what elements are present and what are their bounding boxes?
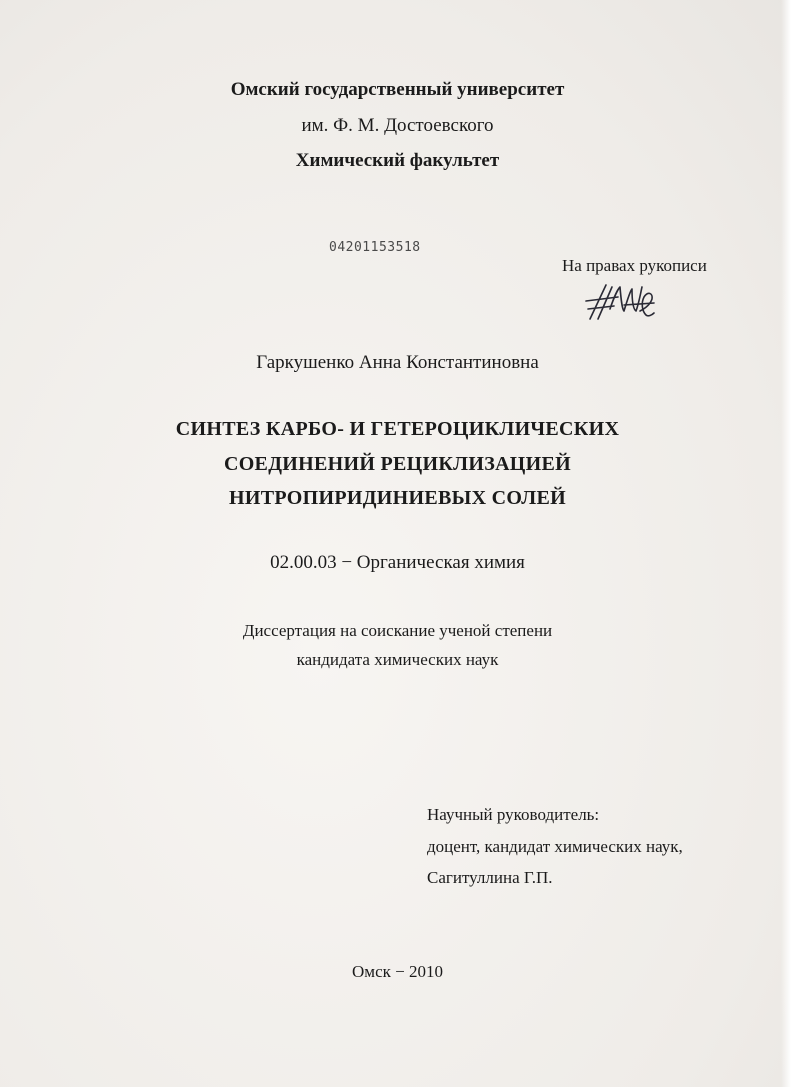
dissertation-type-line: Диссертация на соискание ученой степени — [242, 621, 553, 640]
signature-icon — [584, 279, 656, 325]
specialty-code: 02.00.03 − Органическая химия — [270, 552, 525, 573]
library-stamp-number: 04201153518 — [329, 240, 421, 255]
title-line: НИТРОПИРИДИНИЕВЫХ СОЛЕЙ — [229, 487, 566, 509]
manuscript-note: На правах рукописи — [562, 256, 707, 275]
university-named-after: им. Ф. М. Достоевского — [301, 115, 494, 136]
supervisor-position: доцент, кандидат химических наук, — [427, 837, 683, 856]
author-name: Гаркушенко Анна Константиновна — [256, 352, 539, 373]
faculty-name: Химический факультет — [295, 150, 500, 171]
university-name: Омский государственный университет — [230, 79, 565, 100]
dissertation-type-line: кандидата химических наук — [296, 650, 499, 669]
supervisor-label: Научный руководитель: — [427, 805, 600, 824]
supervisor-name: Сагитуллина Г.П. — [427, 868, 553, 887]
title-line: СОЕДИНЕНИЙ РЕЦИКЛИЗАЦИЕЙ — [223, 453, 572, 475]
city-year: Омск − 2010 — [352, 962, 443, 981]
title-line: СИНТЕЗ КАРБО- И ГЕТЕРОЦИКЛИЧЕСКИХ — [175, 418, 620, 440]
